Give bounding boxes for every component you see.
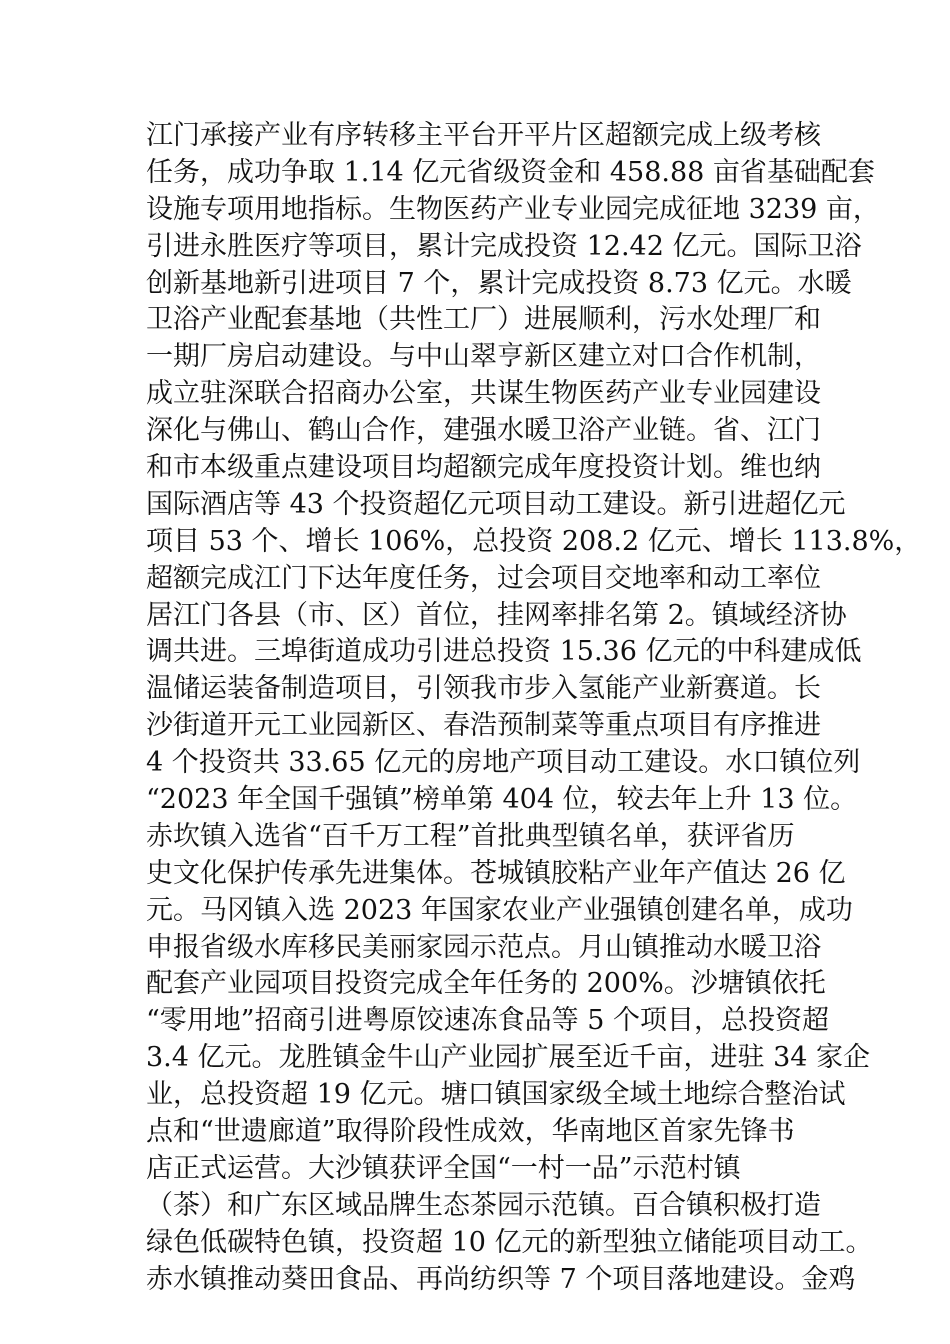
text-line: 设施专项用地指标。生物医药产业专业园完成征地 3239 亩， [146,193,880,225]
text-line: “2023 年全国千强镇”榜单第 404 位，较去年上升 13 位。 [146,784,858,816]
text-line: 调共进。三埠街道成功引进总投资 15.36 亿元的中科建成低 [146,636,862,668]
text-line: 江门承接产业有序转移主平台开平片区超额完成上级考核 [146,120,821,151]
text-line: 居江门各县（市、区）首位，挂网率排名第 2。镇域经济协 [146,599,847,631]
text-line: 和市本级重点建设项目均超额完成年度投资计划。维也纳 [146,452,821,484]
text-line: 元。马冈镇入选 2023 年国家农业产业强镇创建名单，成功 [146,894,853,926]
text-line: 一期厂房启动建设。与中山翠亨新区建立对口合作机制， [146,341,821,373]
text-line: 深化与佛山、鹤山合作，建强水暖卫浴产业链。省、江门 [146,415,821,447]
text-line: 超额完成江门下达年度任务，过会项目交地率和动工率位 [146,562,821,594]
text-line: 史文化保护传承先进集体。苍城镇胶粘产业年产值达 26 亿 [146,857,846,889]
text-line: 温储运装备制造项目，引领我市步入氢能产业新赛道。长 [146,673,821,705]
text-line: 业，总投资超 19 亿元。塘口镇国家级全域土地综合整治试 [146,1079,846,1111]
text-line: 赤坎镇入选省“百千万工程”首批典型镇名单，获评省历 [146,820,795,852]
text-line: 创新基地新引进项目 7 个，累计完成投资 8.73 亿元。水暖 [146,267,852,299]
text-line: 申报省级水库移民美丽家园示范点。月山镇推动水暖卫浴 [146,931,821,963]
text-line: 项目 53 个、增长 106%，总投资 208.2 亿元、增长 113.8%， [146,525,922,557]
text-line: 成立驻深联合招商办公室，共谋生物医药产业专业园建设 [146,378,821,410]
text-line: 4 个投资共 33.65 亿元的房地产项目动工建设。水口镇位列 [146,747,861,779]
text-line: 绿色低碳特色镇，投资超 10 亿元的新型独立储能项目动工。 [146,1226,873,1258]
text-line: 沙街道开元工业园新区、春浩预制菜等重点项目有序推进 [146,710,821,742]
text-line: 配套产业园项目投资完成全年任务的 200%。沙塘镇依托 [146,968,826,1000]
text-line: （茶）和广东区域品牌生态茶园示范镇。百合镇积极打造 [146,1189,821,1221]
text-line: 点和“世遗廊道”取得阶段性成效，华南地区首家先锋书 [146,1116,795,1148]
text-line: 店正式运营。大沙镇获评全国“一村一品”示范村镇 [146,1152,741,1184]
text-line: 卫浴产业配套基地（共性工厂）进展顺利，污水处理厂和 [146,304,821,336]
text-line: 赤水镇推动葵田食品、再尚纺织等 7 个项目落地建设。金鸡 [146,1263,856,1295]
text-line: “零用地”招商引进粤原饺速冻食品等 5 个项目，总投资超 [146,1005,829,1037]
text-line: 3.4 亿元。龙胜镇金牛山产业园扩展至近千亩，进驻 34 家企 [146,1042,871,1074]
text-line: 引进永胜医疗等项目，累计完成投资 12.42 亿元。国际卫浴 [146,230,862,262]
text-line: 国际酒店等 43 个投资超亿元项目动工建设。新引进超亿元 [146,488,846,520]
body-text [146,118,922,1299]
text-line: 任务，成功争取 1.14 亿元省级资金和 458.88 亩省基础配套 [146,156,875,188]
